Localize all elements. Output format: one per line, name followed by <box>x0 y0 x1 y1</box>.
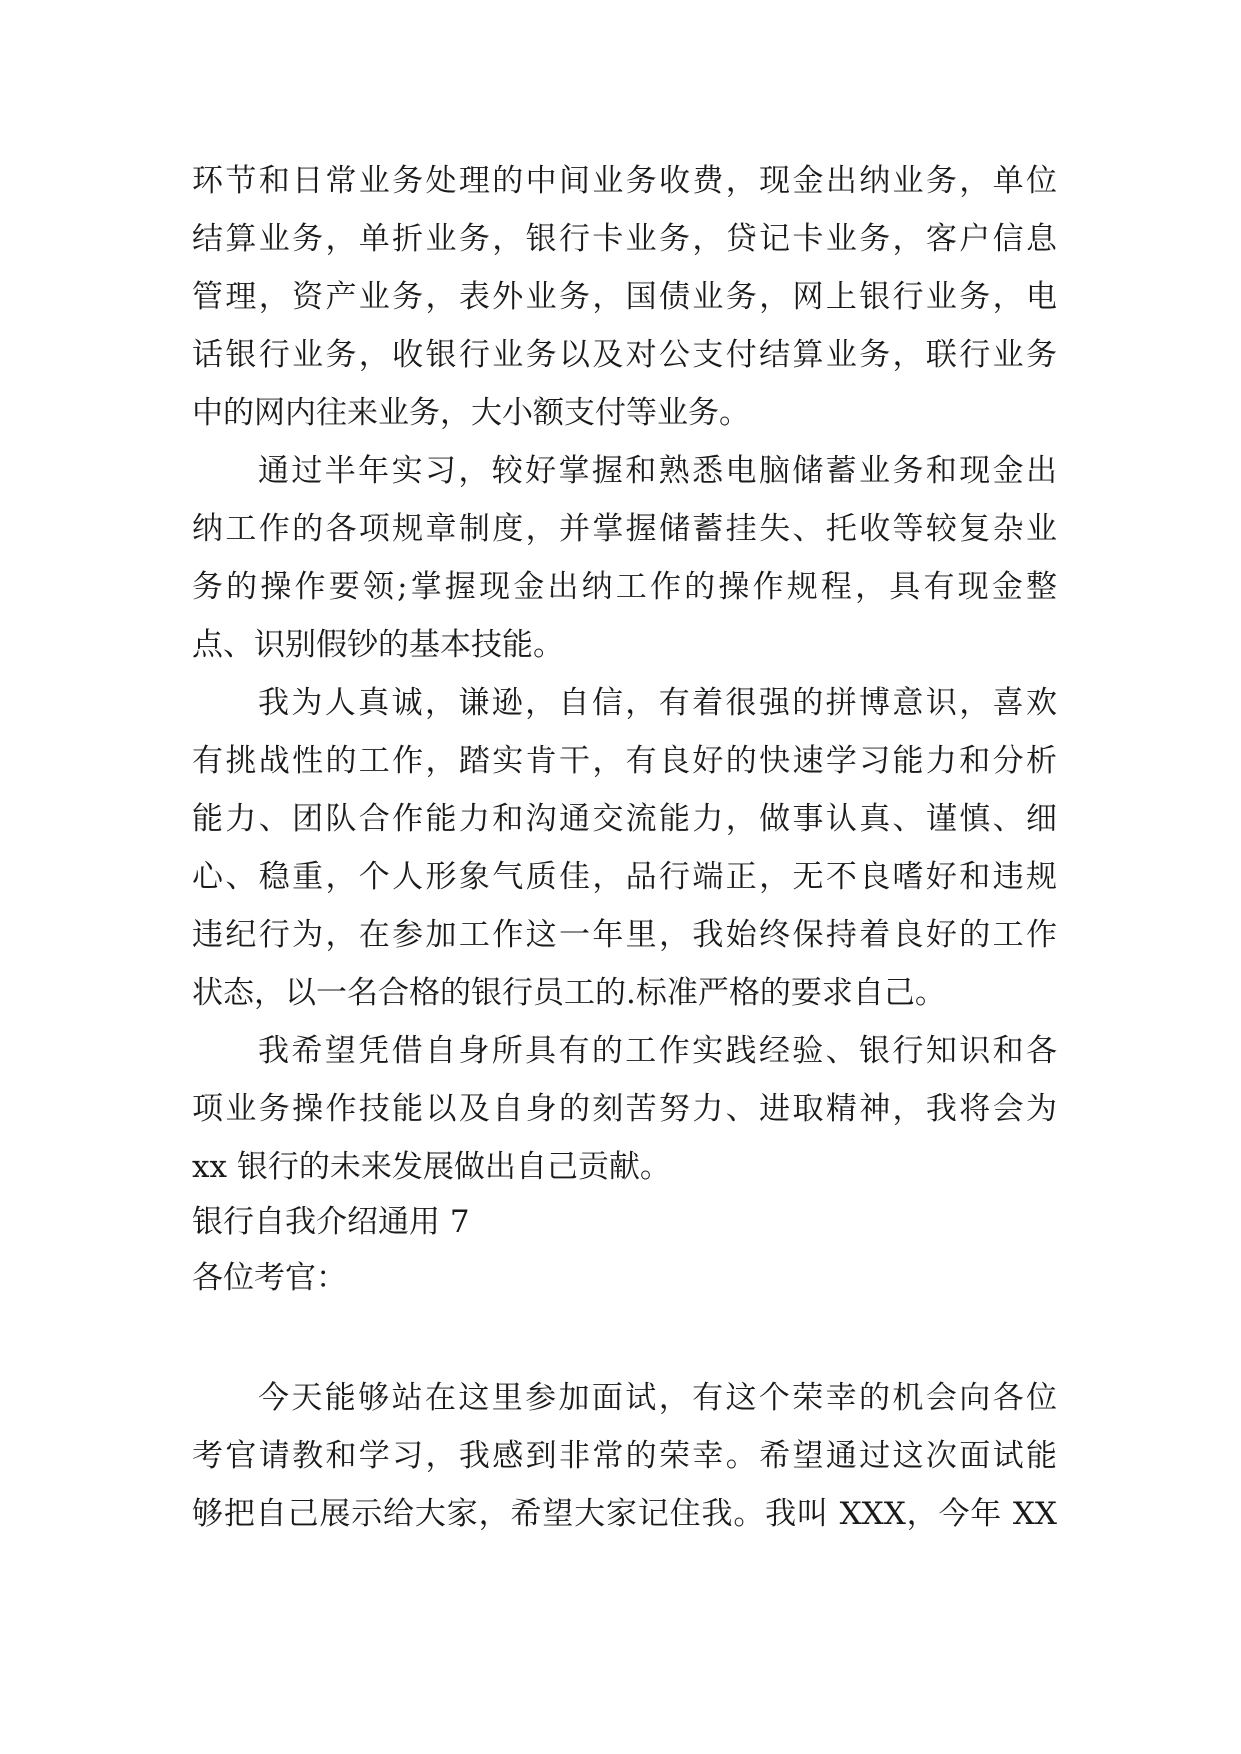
salutation: 各位考官： <box>192 1260 347 1296</box>
paragraph-line: xx 银行的未来发展做出自己贡献。 <box>192 1149 671 1185</box>
paragraph-line: 我希望凭借自身所具有的工作实践经验、银行知识和各 <box>258 1033 1057 1069</box>
paragraph-line: 结算业务，单折业务，银行卡业务，贷记卡业务，客户信息 <box>192 221 1057 257</box>
paragraph-line: 状态，以一名合格的银行员工的.标准严格的要求自己。 <box>192 975 946 1011</box>
paragraph-line: 我为人真诚，谦逊，自信，有着很强的拼博意识，喜欢 <box>258 685 1057 721</box>
paragraph-line: 纳工作的各项规章制度，并掌握储蓄挂失、托收等较复杂业 <box>192 511 1057 547</box>
paragraph-line: 考官请教和学习，我感到非常的荣幸。希望通过这次面试能 <box>192 1438 1057 1474</box>
paragraph-line: 有挑战性的工作，踏实肯干，有良好的快速学习能力和分析 <box>192 743 1057 779</box>
paragraph-line: 项业务操作技能以及自身的刻苦努力、进取精神，我将会为 <box>192 1091 1057 1127</box>
paragraph-line: 环节和日常业务处理的中间业务收费，现金出纳业务，单位 <box>192 163 1057 199</box>
paragraph-line: 违纪行为，在参加工作这一年里，我始终保持着良好的工作 <box>192 917 1057 953</box>
paragraph-line: 今天能够站在这里参加面试，有这个荣幸的机会向各位 <box>258 1380 1057 1416</box>
paragraph-line: 能力、团队合作能力和沟通交流能力，做事认真、谨慎、细 <box>192 801 1057 837</box>
paragraph-line: 点、识别假钞的基本技能。 <box>192 627 564 663</box>
paragraph-line: 管理，资产业务，表外业务，国债业务，网上银行业务，电 <box>192 279 1057 315</box>
paragraph-line: 通过半年实习，较好掌握和熟悉电脑储蓄业务和现金出 <box>258 453 1057 489</box>
paragraph-line: 务的操作要领;掌握现金出纳工作的操作规程，具有现金整 <box>192 569 1057 605</box>
paragraph-line: 心、稳重，个人形象气质佳，品行端正，无不良嗜好和违规 <box>192 859 1057 895</box>
paragraph-line: 中的网内往来业务，大小额支付等业务。 <box>192 395 750 431</box>
section-heading: 银行自我介绍通用 7 <box>192 1204 470 1240</box>
paragraph-line: 话银行业务，收银行业务以及对公支付结算业务，联行业务 <box>192 337 1057 373</box>
paragraph-line: 够把自己展示给大家，希望大家记住我。我叫 XXX，今年 XX <box>192 1496 1057 1532</box>
